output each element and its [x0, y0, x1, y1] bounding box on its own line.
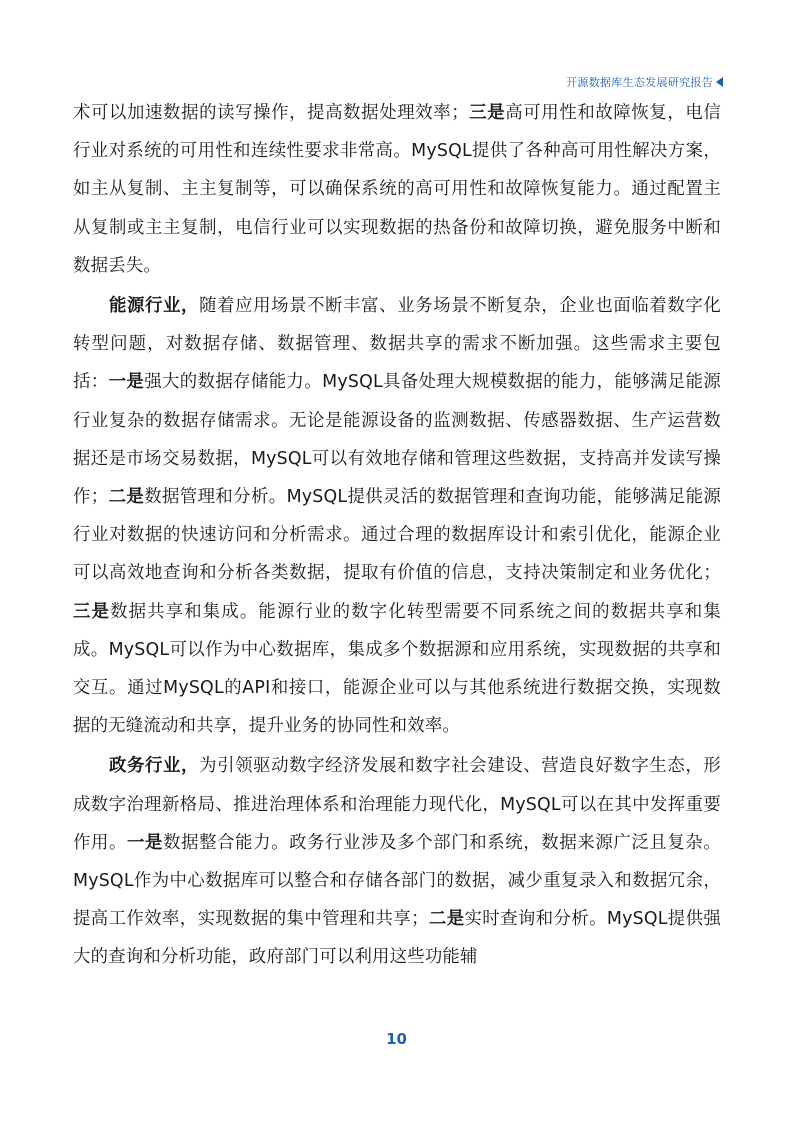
text-run: 实时查询和分析。MySQL提供强大的查询和分析功能，政府部门可以利用这些功能辅: [73, 909, 721, 968]
text-run: 强大的数据存储能力。MySQL具备处理大规模数据的能力，能够满足能源行业复杂的数据存储需求。无论是能源设备的监测数据、传感器数据、生产运营数据还是市场交易数据，MySQL可以有效地存储和管理这些数据，支持高并发读写操作；: [73, 372, 721, 508]
triangle-left-icon: [716, 77, 723, 87]
paragraph: [73, 287, 721, 745]
page-number: 10: [386, 1030, 407, 1048]
text-run: 数据管理和分析。MySQL提供灵活的数据管理和查询功能，能够满足能源行业对数据的快速访问和分析需求。通过合理的数据库设计和索引优化，能源企业可以高效地查询和分析各类数据，提取有价值的信息，支持决策制定和业务优化；: [73, 487, 722, 584]
text-run: 为引领驱动数字经济发展和数字社会建设、营造良好数字生态，形成数字治理新格局、推进治理体系和治理能力现代化，MySQL可以在其中发挥重要作用。: [73, 756, 721, 853]
text-run: 数据共享和集成。能源行业的数字化转型需要不同系统之间的数据共享和集成。MySQL可以作为中心数据库，集成多个数据源和应用系统，实现数据的共享和交互。通过MySQL的API和接口，能源企业可以与其他系统进行数据交换，实现数据的无缝流动和共享，提升业务的协同性和效率。: [73, 601, 721, 737]
bold-lead: 三是: [468, 103, 506, 123]
bold-lead: 能源行业，: [109, 296, 200, 317]
running-header: [566, 74, 723, 90]
report-title: 开源数据库生态发展研究报告: [566, 76, 713, 89]
text-run: 数据整合能力。政务行业涉及多个部门和系统，数据来源广泛且复杂。MySQL作为中心数据库可以整合和存储各部门的数据，减少重复录入和数据冗余，提高工作效率，实现数据的集中管理和共享；: [73, 832, 721, 930]
bold-lead: 二是: [108, 487, 145, 508]
text-run: 高可用性和故障恢复，电信行业对系统的可用性和连续性要求非常高。MySQL提供了各种高可用性解决方案，如主从复制、主主复制等，可以确保系统的高可用性和故障恢复能力。通过配置主从复制或主主复制，电信行业可以实现数据的热备份和故障切换，避免服务中断和数据丢失。: [73, 103, 721, 276]
bold-lead: 一是: [127, 832, 164, 853]
bold-lead: 政务行业，: [109, 756, 200, 777]
bold-lead: 三是: [73, 601, 111, 622]
text-run: 随着应用场景不断丰富、业务场景不断复杂，企业也面临着数字化转型问题，对数据存储、数据管理、数据共享的需求不断加强。这些需求主要包括：: [73, 296, 721, 393]
text-run: 术可以加速数据的读写操作，提高数据处理效率；: [73, 103, 469, 123]
bold-lead: 二是: [428, 909, 465, 930]
body-text: [73, 94, 721, 979]
bold-lead: 一是: [108, 372, 145, 393]
paragraph: [73, 747, 721, 976]
paragraph: [73, 94, 721, 285]
